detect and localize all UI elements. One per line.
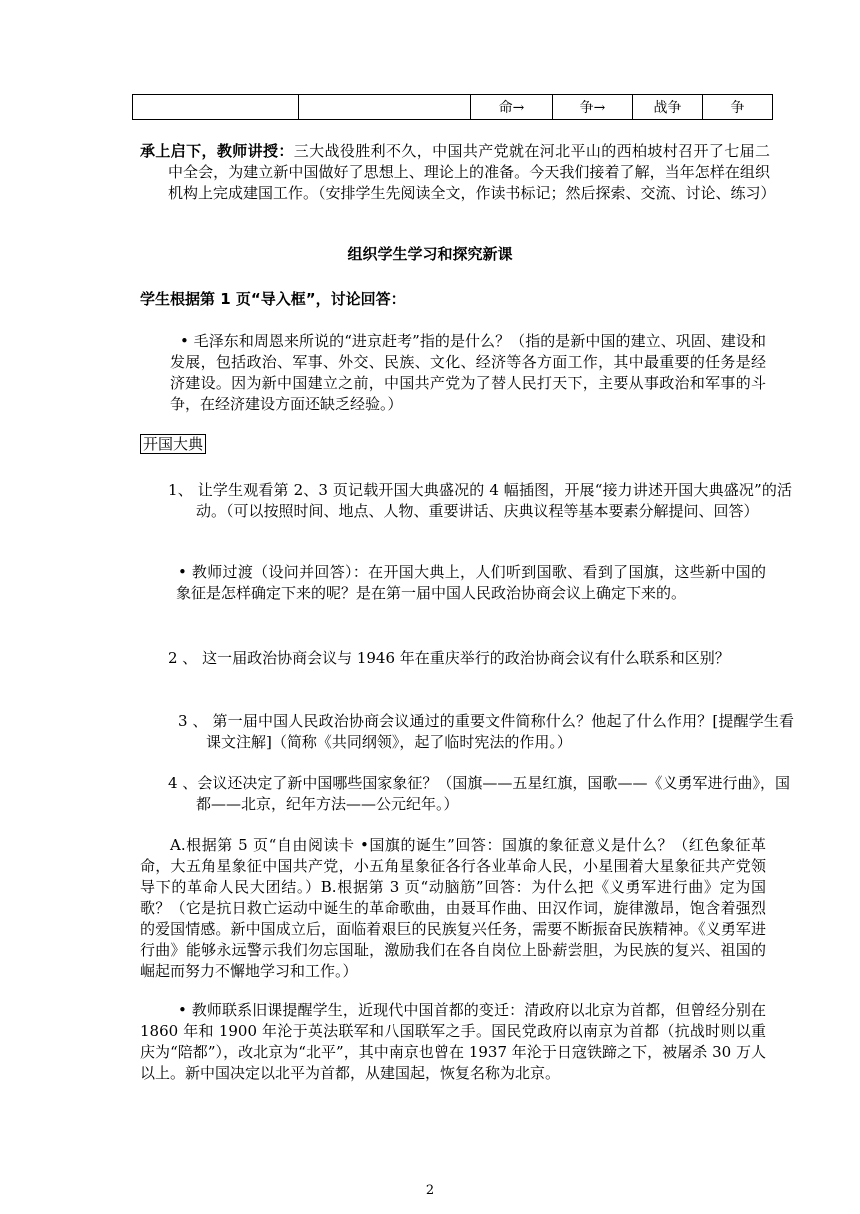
paragraph-capital: • 教师联系旧课提醒学生，近现代中国首都的变迁：清政府以北京为首都，但曾经分别在 1860 年和 1900 年沦于英法联军和八国联军之手。国民党政府以南京为首都（抗战时则以重庆为“陪都”），改北京为“北平”，其中南京也曾在 1937 年沦于日寇铁蹄之下，被屠杀 30 万人以上。新中国决定以北平为首都，从建国起，恢复名称为北京。 (140, 1001, 766, 1082)
table-cell (133, 95, 299, 120)
table-cell: 命→ (471, 95, 553, 120)
boxed-heading-text: 开国大典 (140, 434, 206, 454)
section-heading: 组织学生学习和探究新课 (347, 245, 513, 263)
paragraph-a-b: A.根据第 5 页“自由阅读卡 •国旗的诞生”回答：国旗的象征意义是什么？（红色象征革命，大五角星象征中国共产党，小五角星象征各行各业革命人民，小星围着大星象征共产党领导下的革命人民大团结。）B.根据第 3 页“动脑筋”回答：为什么把《义勇军进行曲》定为国歌？（它是抗日救亡运动中诞生的革命歌曲，由聂耳作曲、田汉作词，旋律激昂，饱含着强烈的爱国情感。新中国成立后，面临着艰巨的民族复兴任务，需要不断振奋民族精神。《义勇军进行曲》能够永远警示我们勿忘国耻，激励我们在各自岗位上卧薪尝胆，为民族的复兴、祖国的崛起而努力不懈地学习和工作。） (140, 836, 766, 980)
table-cell: 战争 (633, 95, 703, 120)
table-cell: 争 (703, 95, 773, 120)
boxed-heading (140, 433, 206, 454)
continuation-table (132, 94, 773, 120)
intro-text: 三大战役胜利不久，中国共产党就在河北平山的西柏坡村召开了七届二中全会，为建立新中国做好了思想上、理论上的准备。今天我们接着了解，当年怎样在组织机构上完成建国工作。（安排学生先阅读全文，作读书标记；然后探索、交流、讨论、练习） (168, 142, 776, 202)
item-2: 2 、 这一届政治协商会议与 1946 年在重庆举行的政治协商会议有什么联系和区别？ (168, 649, 730, 667)
item-3: 3 、 第一届中国人民政治协商会议通过的重要文件简称什么？他起了什么作用？[提醒学生看课文注解]（简称《共同纲领》，起了临时宪法的作用。） (178, 712, 794, 751)
intro-paragraph (140, 141, 776, 204)
item-4: 4 、会议还决定了新中国哪些国家象征？（国旗——五星红旗，国歌——《义勇军进行曲》，国都——北京，纪年方法——公元纪年。） (168, 774, 790, 813)
discussion-heading: 学生根据第 1 页“导入框”，讨论回答： (140, 290, 406, 308)
intro-label: 承上启下，教师讲授： (140, 142, 294, 160)
table-row (133, 95, 773, 120)
table-cell (299, 95, 471, 120)
transition-bullet: • 教师过渡（设问并回答）：在开国大典上，人们听到国歌、看到了国旗，这些新中国的象征是怎样确定下来的呢？是在第一届中国人民政治协商会议上确定下来的。 (176, 563, 766, 602)
item-1: 1、 让学生观看第 2、3 页记载开国大典盛况的 4 幅插图，开展“接力讲述开国大典盛况”的活动。（可以按照时间、地点、人物、重要讲话、庆典议程等基本要素分解提问、回答） (168, 481, 792, 520)
question-bullet: • 毛泽东和周恩来所说的“进京赶考”指的是什么？（指的是新中国的建立、巩固、建设和发展，包括政治、军事、外交、民族、文化、经济等各方面工作，其中最重要的任务是经济建设。因为新中国建立之前，中国共产党为了替人民打天下，主要从事政治和军事的斗争，在经济建设方面还缺乏经验。） (170, 332, 766, 413)
page-number: 2 (425, 1183, 435, 1198)
table-cell: 争→ (553, 95, 633, 120)
